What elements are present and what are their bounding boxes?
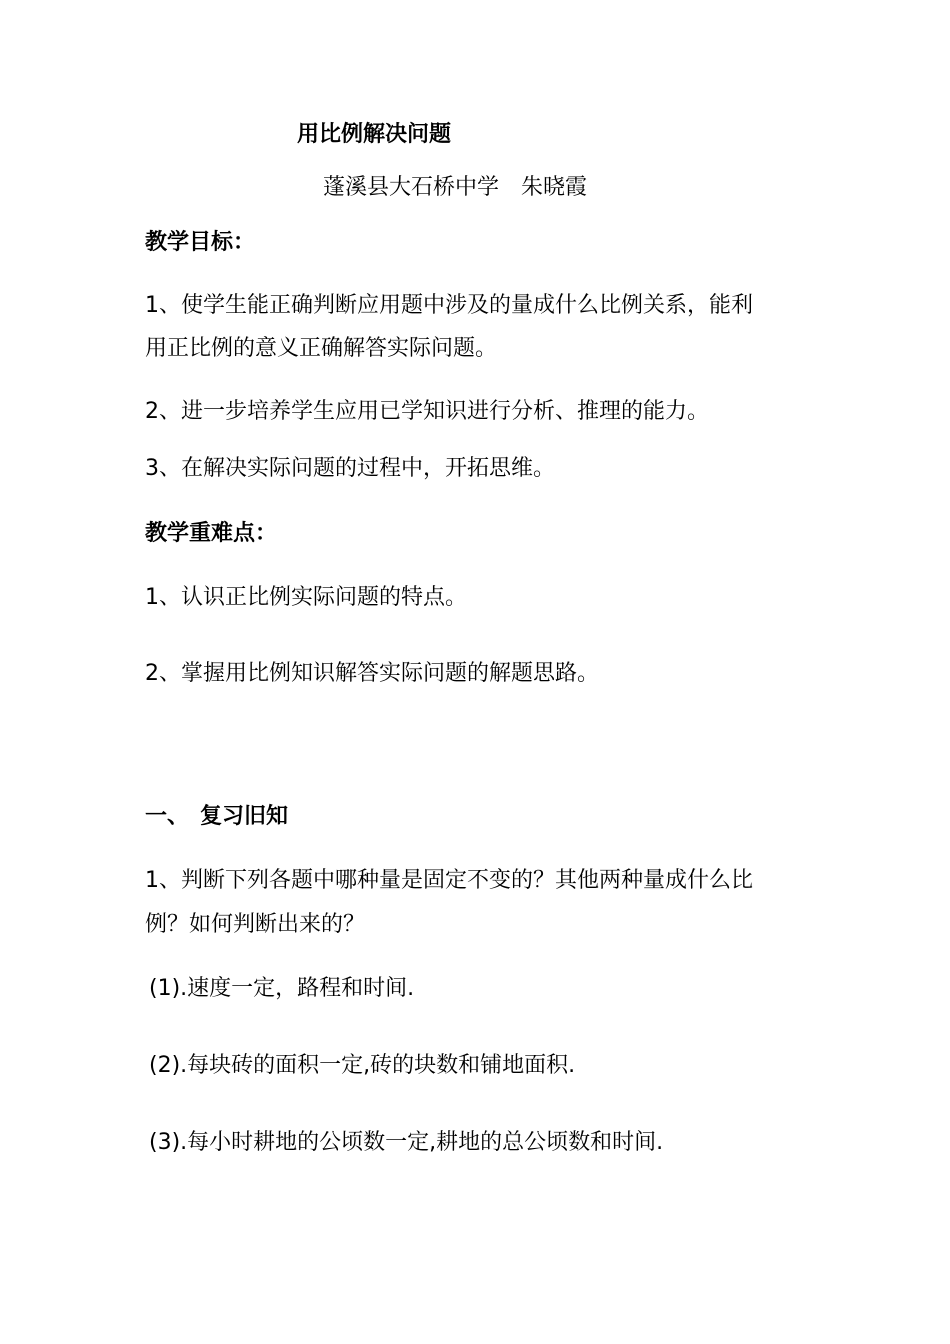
question-item-2: (2).每块砖的面积一定,砖的块数和铺地面积.: [149, 1053, 576, 1078]
objectives-heading: 教学目标：: [145, 230, 256, 255]
author-line: 蓬溪县大石桥中学 朱晓霞: [323, 175, 588, 200]
question-line-2: 例？如何判断出来的？: [145, 912, 366, 937]
objective-line-3: 2、进一步培养学生应用已学知识进行分析、推理的能力。: [145, 399, 709, 424]
document-title: 用比例解决问题: [297, 122, 452, 147]
question-item-3: (3).每小时耕地的公顷数一定,耕地的总公顷数和时间.: [149, 1130, 664, 1155]
objective-line-4: 3、在解决实际问题的过程中，开拓思维。: [145, 456, 555, 481]
objective-line-2: 用正比例的意义正确解答实际问题。: [145, 336, 498, 361]
section-one-heading: 一、 复习旧知: [145, 804, 289, 829]
key-point-line-1: 1、认识正比例实际问题的特点。: [145, 585, 467, 610]
key-point-line-2: 2、掌握用比例知识解答实际问题的解题思路。: [145, 661, 599, 686]
objective-line-1: 1、使学生能正确判断应用题中涉及的量成什么比例关系，能利: [145, 293, 753, 318]
question-item-1: (1).速度一定，路程和时间.: [149, 976, 415, 1001]
question-line-1: 1、判断下列各题中哪种量是固定不变的？其他两种量成什么比: [145, 868, 753, 893]
key-points-heading: 教学重难点：: [145, 521, 278, 546]
